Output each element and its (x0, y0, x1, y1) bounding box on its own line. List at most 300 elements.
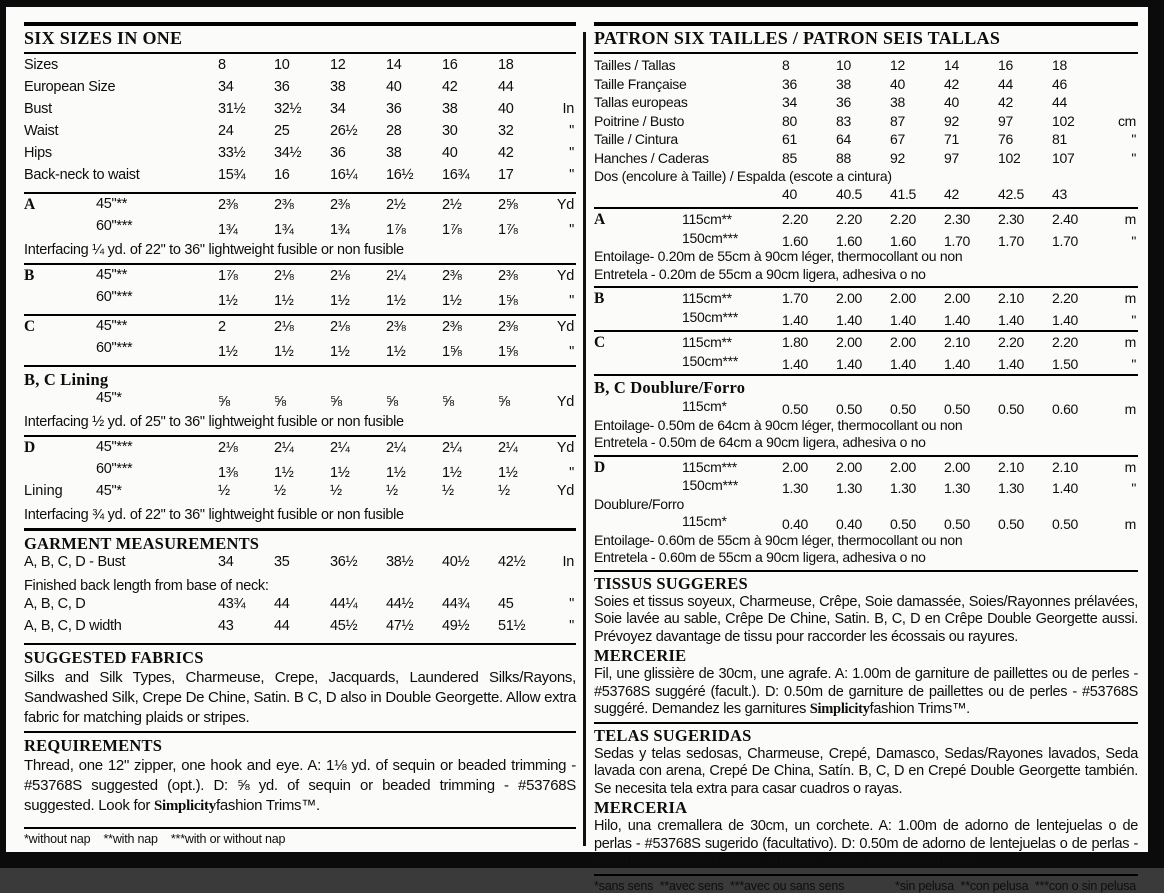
value-cell: 1⅞ (498, 222, 518, 238)
unit-cell: " (569, 465, 574, 481)
row-width-label: Tallas europeas (594, 94, 688, 110)
row-view-label (594, 398, 682, 414)
row-label (594, 398, 782, 414)
row-label (594, 113, 782, 129)
row-label (24, 145, 218, 161)
value-cell: 2.00 (836, 290, 863, 306)
value-cell: 1½ (274, 293, 294, 309)
value-cell: 0.50 (1052, 516, 1079, 532)
value-cell: 40 (890, 75, 905, 92)
value-cell: 2.10 (998, 290, 1025, 306)
hips-row (24, 145, 576, 167)
view-b-60in-row (24, 289, 576, 311)
row-width-label: 60"*** (96, 289, 133, 305)
value-cell: 2.40 (1052, 211, 1079, 227)
unit-cell: m (1124, 334, 1136, 350)
value-cell: 2¼ (274, 440, 294, 456)
section (594, 207, 1138, 286)
value-cell: 1⅞ (442, 222, 462, 238)
row-label (24, 461, 218, 477)
mercerie-heading: MERCERIE (594, 646, 687, 665)
value-cell: 1.40 (836, 355, 863, 372)
row-label (594, 513, 782, 529)
value-cell: 76 (998, 131, 1013, 147)
value-cell: 87 (890, 112, 905, 129)
value-cell: 1½ (386, 293, 406, 309)
row-view-label: Lining (24, 483, 63, 499)
telas-sugeridas-heading: TELAS SUGERIDAS (594, 725, 752, 745)
value-cell: 1.70 (944, 232, 971, 249)
value-cell: 34 (218, 554, 234, 570)
row-view-label: C (24, 318, 36, 335)
value-cell: 2.10 (998, 458, 1025, 475)
row-width-label: Hanches / Caderas (594, 149, 709, 166)
value-cell: 64 (836, 131, 851, 147)
vue-b-115cm-row (594, 290, 1138, 309)
value-cell: 2½ (386, 197, 406, 213)
value-cell: 16¾ (442, 167, 470, 183)
d-doublure-115cm-row (594, 513, 1138, 532)
value-cell: 12 (330, 57, 346, 73)
merceria-heading: MERCERIA (594, 798, 688, 817)
bc-doublure-115cm-row (594, 398, 1138, 417)
value-cell: 34 (782, 94, 797, 110)
value-cell: 44 (274, 596, 290, 612)
unit-cell: " (569, 222, 574, 238)
value-cell: 40 (782, 185, 797, 202)
value-cell: 2.00 (836, 458, 863, 475)
value-cell: 2⅜ (498, 268, 518, 284)
value-cell: 2⅜ (386, 319, 406, 335)
requirements-heading: REQUIREMENTS (24, 736, 163, 755)
value-cell: 1⅝ (442, 344, 462, 360)
hanches-caderas-row (594, 150, 1138, 169)
row-width-label: Poitrine / Busto (594, 112, 685, 129)
value-cell: ½ (274, 483, 286, 499)
value-cell: 44½ (386, 596, 414, 612)
row-view-label (594, 477, 682, 493)
bc-lining-heading: B, C Lining (24, 370, 109, 389)
row-view-label (24, 218, 96, 234)
row-label (594, 309, 782, 325)
right-title-block (594, 22, 1138, 54)
value-cell: 40 (386, 79, 402, 95)
value-cell: 14 (386, 57, 402, 73)
row-width-label: 115cm* (682, 398, 727, 414)
paragraph-text: Hilo, una cremallera de 30cm, un corchete. A: 1.00m de adorno de lentejuelas o de perlas - #53768S sugerido (facultativo). D: 0.50m de adorno de lentejuelas o de perlas - #53768S sugerido. Pida los adornos (594, 818, 1138, 869)
value-cell: 1½ (386, 465, 406, 481)
value-cell: 42 (944, 75, 959, 92)
value-cell: 1½ (218, 293, 238, 309)
value-cell: 2⅛ (330, 319, 350, 335)
value-cell: 1⅜ (218, 465, 238, 481)
row-width-label: Taille Française (594, 75, 687, 92)
value-cell: 2⅜ (442, 319, 462, 335)
section (24, 435, 576, 528)
row-label (24, 79, 218, 95)
value-cell: 102 (1052, 112, 1075, 129)
value-cell: 44¼ (330, 596, 358, 612)
value-cell: ½ (442, 483, 454, 499)
row-width-label: European Size (24, 79, 116, 95)
section (24, 314, 576, 365)
row-width-label: 60"*** (96, 461, 133, 477)
value-cell: 2.20 (890, 211, 917, 227)
value-cell: 44 (998, 75, 1013, 92)
section (594, 55, 1138, 207)
value-cell: 1.40 (944, 311, 971, 328)
value-cell: 1.30 (782, 480, 809, 496)
value-cell: 40 (442, 145, 458, 161)
english-column (24, 22, 576, 846)
unit-cell: " (1131, 149, 1136, 166)
value-cell: 2¼ (442, 440, 462, 456)
value-cell: 43 (1052, 185, 1067, 202)
value-cell: 32 (498, 123, 514, 139)
value-cell: 16¼ (330, 167, 358, 183)
value-cell: 2⅜ (330, 197, 350, 213)
value-cell: 1⅞ (218, 268, 238, 284)
value-cell: 2.20 (1052, 290, 1079, 306)
value-cell: 2⅛ (330, 268, 350, 284)
unit-cell: " (569, 618, 574, 634)
row-label (24, 596, 218, 612)
row-label (24, 618, 218, 634)
value-cell: 43¾ (218, 596, 246, 612)
left-title-block (24, 22, 576, 54)
value-cell: 0.50 (836, 401, 863, 417)
value-cell: 0.50 (890, 401, 917, 417)
row-view-label (24, 461, 96, 477)
finished-back-length-row (24, 596, 576, 618)
value-cell: 92 (890, 149, 905, 166)
value-cell: 46 (1052, 75, 1067, 92)
value-cell: 1.40 (782, 311, 809, 328)
value-cell: 85 (782, 149, 797, 166)
value-cell: 0.50 (944, 401, 971, 417)
value-cell: 1.30 (836, 480, 863, 496)
vue-a-150cm-row (594, 230, 1138, 249)
value-cell: 61 (782, 131, 797, 147)
footnote-spanish: *sin pelusa **con pelusa ***con o sin pelusa (895, 878, 1136, 893)
vue-d-115cm-row (594, 459, 1138, 478)
value-cell: 97 (944, 149, 959, 166)
value-cell: 1⅝ (498, 344, 518, 360)
section (24, 731, 576, 819)
value-cell: ⅝ (330, 394, 342, 410)
row-label (24, 340, 218, 356)
value-cell: ⅝ (498, 394, 510, 410)
value-cell: 2.00 (944, 458, 971, 475)
unit-cell: In (562, 554, 574, 570)
value-cell: ½ (218, 483, 230, 499)
row-label (24, 123, 218, 139)
row-width-label: 150cm*** (682, 477, 738, 493)
paragraph-text: Soies et tissus soyeux, Charmeuse, Crêpe, Soie damassée, Soies/Rayonnes prélavées, Soie lavée au sable, Crêpe De Chine, Satin. B, C, D en Crêpe Double Georgette aussi. Prévoyez davantage de tissu pour raccorder les écossais ou rayures. (594, 593, 1138, 645)
value-cell: 88 (836, 149, 851, 166)
value-cell: 1.50 (1052, 355, 1079, 372)
vue-a-115cm-row (594, 211, 1138, 230)
value-cell: 42½ (498, 554, 526, 570)
garment-measurements-heading: GARMENT MEASUREMENTS (24, 534, 260, 553)
unit-cell: cm (1117, 112, 1136, 129)
value-cell: 38 (386, 145, 402, 161)
right-column-title: PATRON SIX TAILLES / PATRON SEIS TALLAS (594, 28, 1001, 48)
requirements-paragraph (24, 756, 576, 816)
suggested-fabrics-heading: SUGGESTED FABRICS (24, 648, 204, 667)
value-cell: 92 (944, 112, 959, 129)
row-width-label: 115cm** (682, 290, 732, 306)
tissus-suggeres-heading: TISSUS SUGGERES (594, 573, 748, 593)
row-view-label (594, 513, 682, 529)
value-cell: 51½ (498, 618, 526, 634)
value-cell: 38 (442, 101, 458, 117)
row-width-label: 45"*** (96, 439, 133, 455)
value-cell: 2⅛ (218, 440, 238, 456)
view-a-60in-row (24, 218, 576, 240)
view-b-45in-row (24, 267, 576, 289)
section (24, 263, 576, 314)
value-cell: 102 (998, 149, 1021, 166)
paragraph-text: Silks and Silk Types, Charmeuse, Crepe, Jacquards, Laundered Silks/Rayons, Sandwashed Silk, Crepe De Chine, Satin. B C, D also in Double Georgette. Allow extra fabric for matching plaids or stripes. (24, 669, 576, 726)
value-cell: 2.10 (1052, 458, 1079, 475)
value-cell: 1.70 (998, 232, 1025, 249)
value-cell: 2¼ (386, 440, 406, 456)
value-cell: 34 (218, 79, 234, 95)
value-cell: 12 (890, 57, 905, 73)
value-cell: 38 (330, 79, 346, 95)
value-cell: 44 (498, 79, 514, 95)
row-view-label (24, 289, 96, 305)
section (594, 374, 1138, 455)
row-view-label (594, 353, 682, 369)
row-view-label: C (594, 334, 606, 351)
unit-cell: " (569, 145, 574, 161)
value-cell: ½ (386, 483, 398, 499)
row-label (24, 390, 218, 406)
value-cell: 8 (782, 57, 790, 73)
row-label (594, 57, 782, 73)
unit-cell: " (569, 596, 574, 612)
value-cell: 26½ (330, 123, 358, 139)
vue-b-150cm-row (594, 309, 1138, 328)
value-cell: 1¾ (274, 222, 294, 238)
value-cell: 42 (944, 185, 959, 202)
value-cell: 1.30 (998, 480, 1025, 496)
value-cell: 67 (890, 131, 905, 147)
european-size-row (24, 79, 576, 101)
value-cell: 0.50 (998, 516, 1025, 532)
value-cell: 1.60 (782, 232, 809, 249)
value-cell: 42 (998, 94, 1013, 110)
value-cell: 16½ (386, 167, 414, 183)
row-view-label (594, 309, 682, 325)
telas-sugeridas-paragraph (594, 746, 1138, 799)
row-width-label: Hips (24, 145, 52, 161)
value-cell: 30 (442, 123, 458, 139)
value-cell: 15¾ (218, 167, 246, 183)
paragraph-text: fashion Trims™. (881, 853, 982, 869)
value-cell: 40½ (442, 554, 470, 570)
view-d-lining-row (24, 483, 576, 505)
value-cell: 1.40 (1052, 311, 1079, 328)
value-cell: 2.00 (944, 290, 971, 306)
value-cell: 36 (386, 101, 402, 117)
row-label (24, 101, 218, 117)
brand-name: Simplicity (153, 798, 216, 814)
value-cell: 1.30 (944, 480, 971, 496)
value-cell: 24 (218, 123, 234, 139)
poitrine-busto-row (594, 113, 1138, 132)
row-label (594, 131, 782, 147)
row-label (24, 439, 218, 457)
section (24, 643, 576, 731)
row-width-label: 150cm*** (682, 308, 738, 325)
value-cell: ½ (330, 483, 342, 499)
value-cell: 36 (836, 94, 851, 110)
view-c-60in-row (24, 340, 576, 362)
value-cell: 45½ (330, 618, 358, 634)
garment-bust-row (24, 554, 576, 576)
row-label (594, 211, 782, 229)
row-view-label: D (594, 458, 606, 476)
row-label (594, 477, 782, 493)
value-cell: 42 (498, 145, 514, 161)
unit-cell: m (1124, 458, 1136, 475)
value-cell: 38½ (386, 554, 414, 570)
bc-lining-45in-row (24, 390, 576, 412)
value-cell: 1¾ (330, 222, 350, 238)
row-view-label: D (24, 439, 36, 456)
value-cell: 2.30 (944, 211, 971, 227)
value-cell: ⅝ (218, 394, 230, 410)
value-cell: 1.30 (890, 480, 917, 496)
row-view-label: A (24, 196, 36, 213)
value-cell: 1⅞ (386, 222, 406, 238)
view-c-45in-row (24, 318, 576, 340)
view-d-45in-row (24, 439, 576, 461)
value-cell: 44 (1052, 94, 1067, 110)
paragraph-text: fashion Trims™. (869, 701, 970, 717)
row-label (594, 230, 782, 246)
row-width-label: 115cm*** (682, 458, 737, 475)
paragraph-text: Fil, une glissière de 30cm, une agrafe. A: 1.00m de garniture de paillettes ou de perles - #53768S suggéré (facult.). D: 0.50m de garniture de paillettes ou de perles - #53768S suggéré. Demandez les garnitures (594, 666, 1138, 717)
value-cell: 0.50 (782, 401, 809, 417)
paragraph-text: Thread, one 12" zipper, one hook and eye. A: 1⅛ yd. of sequin or beaded trimming - #53768S suggested (opt.). D: ⅝ yd. of sequin or beaded trimming - #53768S suggested. Look for (24, 757, 576, 814)
paragraph-text: Sedas y telas sedosas, Charmeuse, Crepé, Damasco, Sedas/Rayones lavados, Seda lavada con arena, Crepé De China, Satín. B, C, D en Crepé Double Georgette también. Se necesita tela extra para casar cuadros o rayas. (594, 745, 1138, 797)
row-view-label: B (24, 267, 35, 284)
value-cell: 1½ (274, 344, 294, 360)
value-cell: 18 (498, 57, 514, 73)
interfacing-note-d: Interfacing ¾ yd. of 22" to 36" lightweight fusible or non fusible (24, 507, 404, 523)
value-cell: 34 (330, 101, 346, 117)
value-cell: 31½ (218, 101, 246, 117)
value-cell: 71 (944, 131, 959, 147)
entretela-note-a: Entretela - 0.20m de 55cm a 90cm ligera, adhesiva o no (594, 265, 926, 282)
vue-c-115cm-row (594, 334, 1138, 353)
value-cell: 32½ (274, 101, 302, 117)
value-cell: 83 (836, 112, 851, 129)
value-cell: 1½ (330, 344, 350, 360)
value-cell: 2⅛ (274, 319, 294, 335)
section (24, 192, 576, 263)
value-cell: 2¼ (330, 440, 350, 456)
value-cell: ⅝ (274, 394, 286, 410)
sizes-row (24, 57, 576, 79)
unit-cell: m (1124, 401, 1136, 417)
value-cell: 36½ (330, 554, 358, 570)
value-cell: 2⅜ (274, 197, 294, 213)
value-cell: 28 (386, 123, 402, 139)
value-cell: 1.40 (944, 355, 971, 372)
dos-espalda-values-row (594, 186, 1138, 205)
value-cell: 2.00 (890, 334, 917, 350)
paragraph-text: fashion Trims™. (215, 797, 320, 814)
value-cell: 38 (836, 75, 851, 92)
row-label (24, 196, 218, 214)
value-cell: 2.10 (944, 334, 971, 350)
row-label (24, 57, 218, 73)
value-cell: 0.50 (944, 516, 971, 532)
value-cell: 8 (218, 57, 226, 73)
value-cell: 25 (274, 123, 290, 139)
unit-cell: " (1131, 480, 1136, 496)
value-cell: 2¼ (498, 440, 518, 456)
suggested-fabrics-paragraph (24, 668, 576, 728)
unit-cell: In (562, 101, 574, 117)
value-cell: 1⅝ (498, 293, 518, 309)
mercerie-paragraph (594, 666, 1138, 719)
value-cell: 40 (944, 94, 959, 110)
value-cell: 40.5 (836, 185, 863, 202)
value-cell: 1.40 (998, 311, 1025, 328)
unit-cell: Yd (556, 197, 574, 213)
value-cell: 1.40 (890, 355, 917, 372)
row-label (594, 353, 782, 369)
unit-cell: m (1124, 290, 1136, 306)
row-width-label: 45"* (96, 390, 122, 406)
row-width-label: 45"** (96, 318, 128, 334)
value-cell: 1½ (330, 465, 350, 481)
row-label (24, 554, 218, 570)
entoilage-note-bc: Entoilage- 0.50m de 64cm à 90cm léger, thermocollant ou non (594, 416, 963, 433)
value-cell: 33½ (218, 145, 246, 161)
row-width-label: A, B, C, D width (24, 618, 122, 634)
value-cell: 14 (944, 57, 959, 73)
section (24, 55, 576, 192)
row-label (24, 483, 218, 499)
section (24, 365, 576, 435)
row-width-label: Sizes (24, 57, 58, 73)
unit-cell: " (569, 293, 574, 309)
value-cell: 2.20 (782, 211, 809, 227)
dos-espalda-label: Dos (encolure à Taille) / Espalda (escote a cintura) (594, 168, 892, 184)
value-cell: 44¾ (442, 596, 470, 612)
value-cell: 36 (274, 79, 290, 95)
value-cell: 2⅜ (442, 268, 462, 284)
finished-back-length-note: Finished back length from base of neck: (24, 578, 269, 594)
value-cell: 16 (274, 167, 290, 183)
row-label (594, 290, 782, 308)
unit-cell: " (1131, 131, 1136, 147)
value-cell: 2⅜ (218, 197, 238, 213)
value-cell: 36 (782, 75, 797, 92)
value-cell: 2.20 (836, 211, 863, 227)
left-footnote: *without nap **with nap ***with or without nap (24, 827, 576, 846)
value-cell: 2.00 (890, 290, 917, 306)
value-cell: 0.40 (836, 516, 863, 532)
value-cell: 10 (274, 57, 290, 73)
